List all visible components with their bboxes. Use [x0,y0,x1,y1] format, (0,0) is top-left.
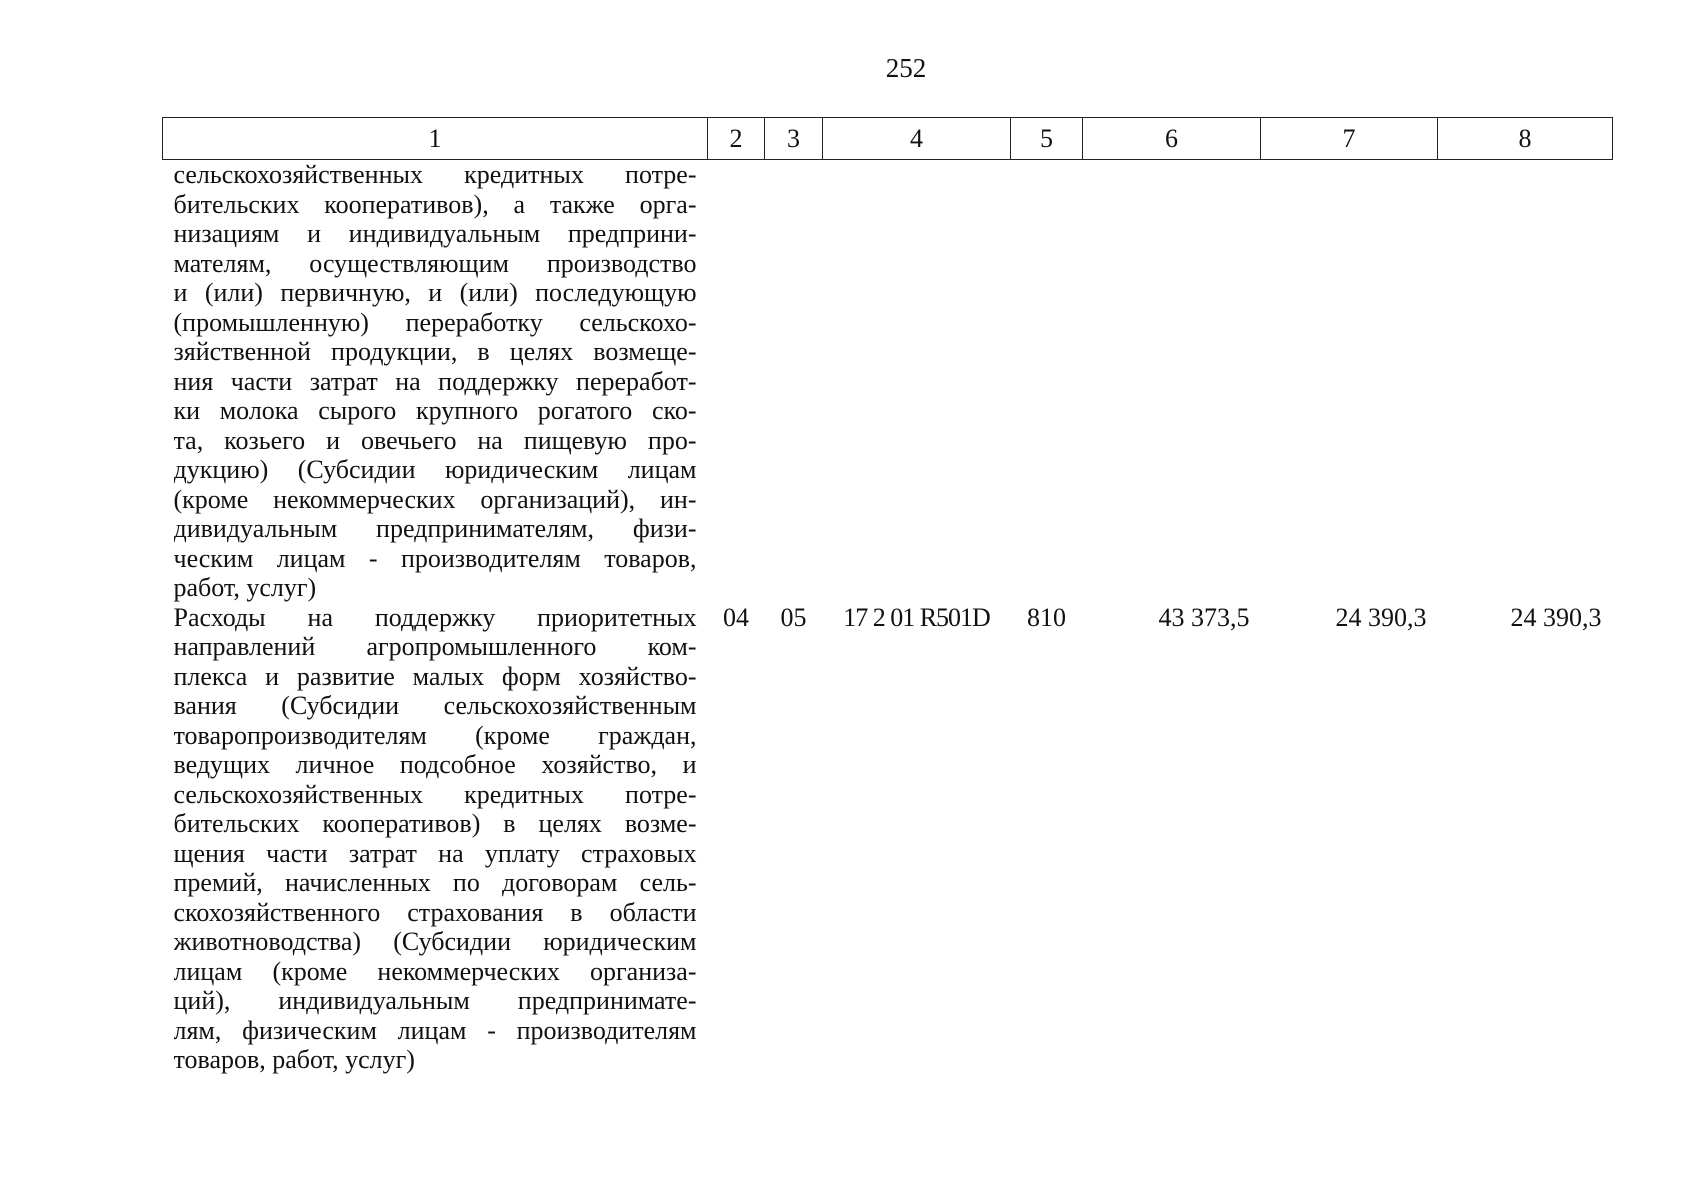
description-line: низациям и индивидуальным предприни- [173,219,697,248]
description-line: зяйственной продукции, в целях возмеще- [173,337,697,366]
row-section-code [708,160,765,603]
row-amount-col7: 24 390,3 [1335,602,1427,632]
description-line: ческим лицам - производителям товаров, [173,543,697,573]
header-col-2: 2 [708,118,765,160]
row-subsection-code [765,160,823,603]
description-line: та, козьего и овечьего на пищевую про- [173,425,697,455]
header-col-8: 8 [1438,118,1613,160]
description-line: животноводства) (Субсидии юридическим [173,927,697,956]
header-col-1: 1 [163,118,708,160]
description-line: направлений агропромышленного ком- [173,632,697,661]
row-amount-col8: 24 390,3 [1510,602,1602,632]
description-line: товаров, работ, услуг) [173,1045,415,1074]
description-line: ций), индивидуальным предпринимате- [173,986,697,1015]
description-line: (кроме некоммерческих организаций), ин- [173,484,697,514]
description-line: ки молока сырого крупного рогатого ско- [173,396,697,425]
description-line: Расходы на поддержку приоритетных [173,602,697,632]
table-row [163,603,1613,1075]
description-line: работ, услуг) [173,573,317,602]
row-subsection-code: 05 [780,602,807,632]
description-line: сельскохозяйственных кредитных потре- [173,779,697,809]
row-expense-type-code: 810 [1027,602,1066,632]
page-number: 252 [885,53,927,83]
row-expense-type-code [1011,160,1083,603]
row-target-article-code: 17 2 01 R501D [843,602,990,632]
description-line: лицам (кроме некоммерческих организа- [173,956,697,986]
row-amount-col6 [1083,160,1261,603]
row-amount-col6: 43 373,5 [1158,602,1250,632]
description-line: щения части затрат на уплату страховых [173,838,697,868]
budget-table [162,117,1613,1075]
table-body [163,160,1613,1075]
header-col-3: 3 [765,118,823,160]
header-col-5: 5 [1011,118,1083,160]
description-line: премий, начисленных по договорам сель- [173,868,697,897]
header-row [163,118,1613,160]
row-amount-col8 [1438,160,1613,603]
description-line: плекса и развитие малых форм хозяйство- [173,661,697,691]
description-line: дивидуальным предпринимателям, физи- [173,514,697,543]
row-description [163,160,708,603]
header-col-7: 7 [1261,118,1438,160]
header-col-4: 4 [823,118,1011,160]
description-line: бительских кооперативов), а также орга- [173,189,697,219]
table-row [163,160,1613,603]
header-col-6: 6 [1083,118,1261,160]
row-target-article-code [823,160,1011,603]
description-line: мателям, осуществляющим производство [173,248,697,278]
description-line: лям, физическим лицам - производителям [173,1015,697,1045]
description-line: товаропроизводителям (кроме граждан, [173,720,697,750]
row-section-code: 04 [723,602,749,632]
description-line: (промышленную) переработку сельскохо- [173,307,697,337]
table-header [163,118,1613,160]
description-line: бительских кооперативов) в целях возме- [173,809,697,838]
description-line: ния части затрат на поддержку переработ- [173,366,697,396]
description-line: дукцию) (Субсидии юридическим лицам [173,455,697,484]
row-amount-col7 [1261,160,1438,603]
description-line: сельскохозяйственных кредитных потре- [173,160,697,189]
description-line: скохозяйственного страхования в области [173,897,697,927]
description-line: ведущих личное подсобное хозяйство, и [173,750,697,779]
row-description [163,603,708,1075]
description-line: вания (Субсидии сельскохозяйственным [173,691,697,720]
description-line: и (или) первичную, и (или) последующую [173,278,697,307]
